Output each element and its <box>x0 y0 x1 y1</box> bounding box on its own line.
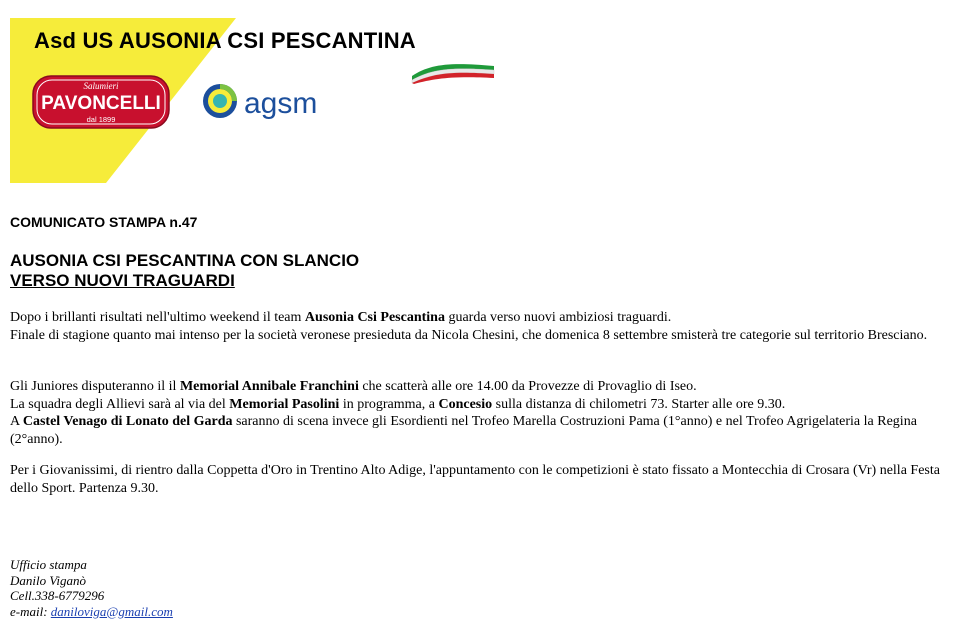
pavoncelli-top-text: Salumieri <box>83 81 119 91</box>
pavoncelli-since: dal 1899 <box>86 115 116 124</box>
headline <box>10 251 359 291</box>
race-name: Memorial Pasolini <box>229 396 340 412</box>
text-run: Dopo i brillanti risultati nell'ultimo weekend il team <box>10 310 305 325</box>
signature-block <box>10 557 173 619</box>
email-link[interactable]: daniloviga@gmail.com <box>50 603 173 619</box>
paragraph-intro <box>10 309 955 344</box>
race-name: Memorial Annibale Franchini <box>179 379 359 394</box>
pavoncelli-name: PAVONCELLI <box>41 93 161 114</box>
headline-line-1: AUSONIA CSI PESCANTINA CON SLANCIO <box>10 251 360 270</box>
text-run: saranno di scena invece gli Esordienti nel Trofeo Marella Costruzioni Pama (1°anno) e nel Trofeo Agrigelateria la Regina (2°anno). <box>10 414 917 447</box>
text-run: Finale di stagione quanto mai intenso per la società veronese presieduta da Nicola Chesini, che domenica 8 settembre smisterà tre categorie sul territorio Bresciano. <box>10 327 928 343</box>
italian-flag-swoosh-icon <box>410 58 496 84</box>
header-banner <box>10 18 500 183</box>
paragraph-giovanissimi: Per i Giovanissimi, di rientro dalla Coppetta d'Oro in Trentino Alto Adige, l'appuntamento con le competizioni è stato fissato a Montecchia di Crosara (Vr) nella Festa dello Sport. Partenza 9.30. <box>10 463 940 496</box>
text-run: guarda verso nuovi ambiziosi traguardi. <box>444 310 672 325</box>
place-name: Concesio <box>438 396 493 412</box>
agsm-name: agsm <box>244 87 318 120</box>
signature-email-line <box>10 604 173 620</box>
text-run: La squadra degli Allievi sarà al via del <box>10 396 230 412</box>
agsm-logo <box>200 80 350 124</box>
signature-phone: Cell.338-6779296 <box>10 588 105 603</box>
press-release-label: COMUNICATO STAMPA n.47 <box>10 214 198 230</box>
club-title: Asd US AUSONIA CSI PESCANTINA <box>34 28 416 53</box>
text-run: sulla distanza di chilometri 73. Starter alle ore 9.30. <box>492 396 786 412</box>
signature-name: Danilo Viganò <box>10 572 86 588</box>
pavoncelli-logo <box>32 74 170 130</box>
paragraph-races <box>10 378 955 448</box>
text-run: A <box>10 414 23 429</box>
text-run: che scatterà alle ore 14.00 da Provezze di Provaglio di Iseo. <box>358 379 697 394</box>
text-run: Gli Juniores disputeranno il il <box>10 379 180 394</box>
headline-line-2: VERSO NUOVI TRAGUARDI <box>10 271 235 290</box>
team-name: Ausonia Csi Pescantina <box>304 310 445 325</box>
place-name: Castel Venago di Lonato del Garda <box>22 414 233 429</box>
signature-office: Ufficio stampa <box>10 557 87 572</box>
email-label: e-mail: <box>10 603 51 619</box>
text-run: in programma, a <box>339 396 439 412</box>
